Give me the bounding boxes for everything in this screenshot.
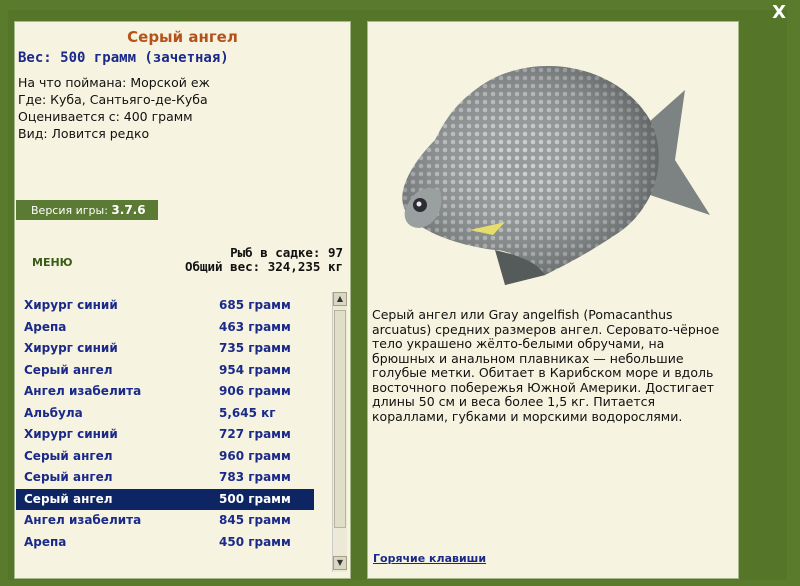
list-item[interactable] (16, 510, 314, 531)
fish-details (18, 74, 210, 142)
fish-weight-cell: 727 грамм (219, 427, 291, 441)
list-item[interactable] (16, 489, 314, 510)
gray-angelfish-image (385, 50, 725, 290)
fish-weight-cell: 463 грамм (219, 319, 291, 334)
fish-name-cell: Серый ангел (24, 362, 113, 377)
menu-button[interactable]: МЕНЮ (32, 256, 73, 269)
scroll-down-icon[interactable]: ▼ (333, 556, 347, 570)
fish-weight-cell: 735 грамм (219, 341, 291, 355)
fish-weight-cell: 845 грамм (219, 513, 291, 527)
fish-count: Рыб в садке: 97 (230, 245, 343, 260)
list-item[interactable] (16, 381, 314, 402)
cage-stats (185, 246, 343, 274)
fish-name-cell: Альбула (24, 405, 83, 420)
fish-description: Серый ангел или Gray angelfish (Pomacanthus arcuatus) средних размеров ангел. Серовато-чёрное тело украшено жёлто-белыми обручами, на брюшных и анальном плавниках — небольшие голубые метки. Обитает в Карибском море и вдоль восточного побережья Южной Америки. Достигает длины 50 см и веса более 1,5 кг. Питается кораллами, губками и морскими водорослями. (372, 307, 720, 424)
fish-weight-cell: 783 грамм (219, 470, 291, 484)
hotkeys-link[interactable]: Горячие клавиши (373, 552, 487, 565)
fish-weight-cell: 685 грамм (219, 298, 291, 312)
scroll-thumb[interactable] (334, 310, 346, 528)
fish-weight: Вес: 500 грамм (зачетная) (18, 50, 229, 66)
list-item[interactable] (16, 446, 314, 467)
caught-with: На что поймана: Морской еж (18, 75, 210, 90)
fish-name-cell: Ангел изабелита (24, 384, 142, 398)
list-item[interactable] (16, 532, 314, 553)
version-label: Версия игры: (31, 204, 108, 217)
fish-weight-cell: 960 грамм (219, 448, 291, 463)
list-item[interactable] (16, 295, 314, 316)
fish-name-cell: Серый ангел (24, 470, 113, 484)
scrollbar[interactable] (332, 292, 347, 572)
version-value: 3.7.6 (111, 203, 146, 217)
catch-list[interactable] (16, 290, 348, 570)
valued-from: Оценивается с: 400 грамм (18, 109, 193, 124)
scroll-up-icon[interactable]: ▲ (333, 292, 347, 306)
list-item[interactable] (16, 360, 314, 381)
rarity: Вид: Ловится редко (18, 126, 150, 141)
fish-name-cell: Серый ангел (24, 491, 113, 506)
fish-weight-cell: 954 грамм (219, 362, 291, 377)
fish-weight-cell: 450 грамм (219, 534, 291, 549)
fish-weight-cell: 906 грамм (219, 384, 291, 398)
fish-weight-cell: 5,645 кг (219, 405, 276, 420)
list-item[interactable] (16, 338, 314, 359)
fish-name-cell: Хирург синий (24, 341, 118, 355)
close-icon[interactable]: X (772, 2, 786, 23)
fish-name-cell: Арепа (24, 319, 67, 334)
fish-name-cell: Хирург синий (24, 298, 118, 312)
total-weight: Общий вес: 324,235 кг (184, 259, 343, 274)
fish-name-cell: Хирург синий (24, 427, 118, 441)
fish-weight-cell: 500 грамм (219, 491, 291, 506)
list-item[interactable] (16, 467, 314, 488)
fish-name: Серый ангел (127, 28, 238, 46)
list-item[interactable] (16, 317, 314, 338)
fish-name-cell: Серый ангел (24, 448, 113, 463)
list-item[interactable] (16, 424, 314, 445)
location: Где: Куба, Сантьяго-де-Куба (18, 92, 208, 107)
version-badge (16, 200, 158, 220)
list-item[interactable] (16, 403, 314, 424)
fish-name-cell: Ангел изабелита (24, 513, 142, 527)
fish-name-cell: Арепа (24, 534, 67, 549)
